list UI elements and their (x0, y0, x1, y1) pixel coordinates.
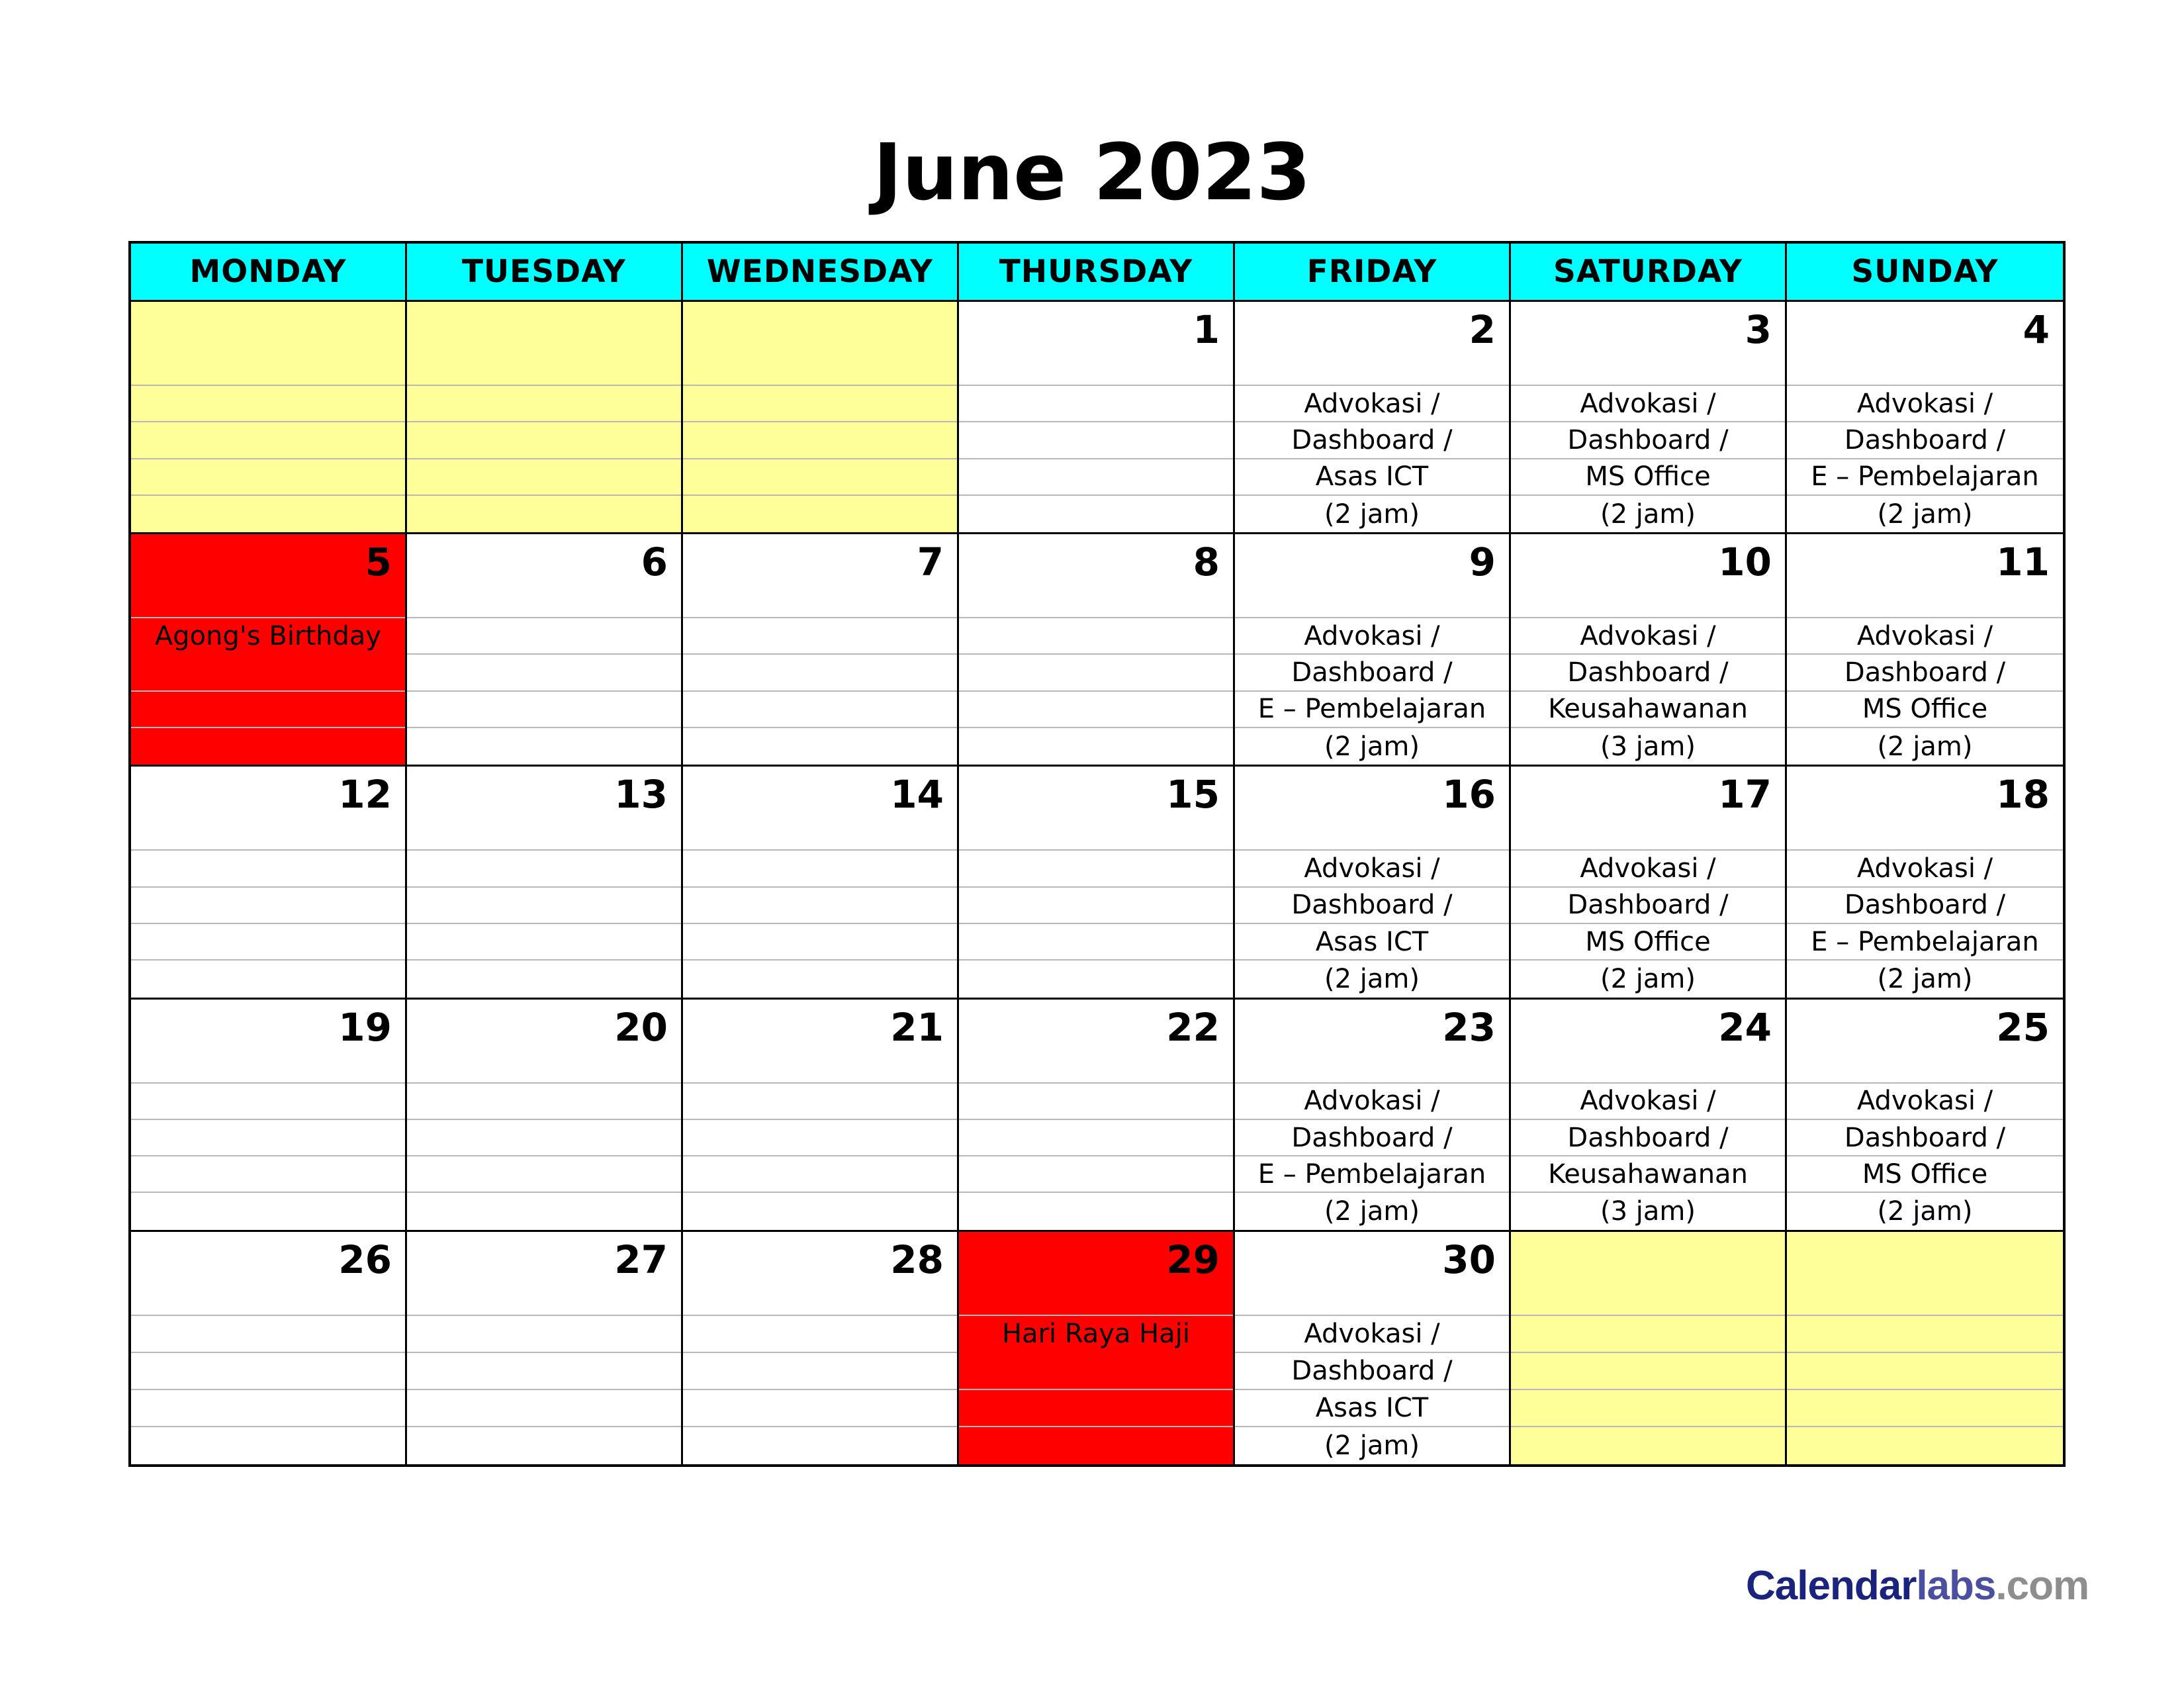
day-number: 14 (890, 772, 944, 818)
event-line: MS Office (1787, 1156, 2063, 1193)
event-line: Advokasi / (1511, 1084, 1785, 1120)
logo-part-com: .com (1995, 1563, 2089, 1609)
event-line: Advokasi / (1235, 1316, 1509, 1353)
event-line: Keusahawanan (1511, 692, 1785, 728)
event-line (959, 924, 1233, 961)
event-line: (3 jam) (1600, 731, 1696, 762)
day-cell-8 (959, 534, 1235, 767)
event-line: Dashboard / (1235, 655, 1509, 691)
event-line (131, 1084, 405, 1120)
event-line: MS Office (1787, 692, 2063, 728)
day-number: 24 (1718, 1004, 1772, 1050)
event-line (959, 1390, 1233, 1427)
event-line (683, 618, 957, 655)
day-number: 17 (1718, 772, 1772, 818)
day-cell-19 (131, 1000, 407, 1232)
event-line (683, 1427, 957, 1464)
event-line: E – Pembelajaran (1787, 459, 2063, 496)
calendarlabs-logo (1746, 1562, 2089, 1609)
day-cell-12 (131, 767, 407, 999)
event-line: Dashboard / (1787, 888, 2063, 924)
event-line: E – Pembelajaran (1787, 924, 2063, 961)
event-line: Dashboard / (1235, 422, 1509, 459)
day-number: 29 (1166, 1237, 1220, 1282)
event-line (131, 924, 405, 961)
event-line: Advokasi / (1511, 851, 1785, 887)
event-line (131, 1316, 405, 1353)
event-line (131, 692, 405, 728)
event-line (683, 961, 957, 997)
event-line: Advokasi / (1787, 386, 2063, 422)
event-line (959, 655, 1233, 691)
day-number: 21 (890, 1004, 944, 1050)
event-line: Advokasi / (1511, 386, 1785, 422)
event-line (959, 386, 1233, 422)
event-line (131, 1156, 405, 1193)
event-line (959, 1193, 1233, 1229)
day-cell-9 (1235, 534, 1511, 767)
event-line: (2 jam) (1877, 731, 1973, 762)
event-line (131, 728, 405, 765)
day-number: 19 (338, 1004, 392, 1050)
event-line (959, 692, 1233, 728)
event-line (683, 1390, 957, 1427)
event-line: Asas ICT (1235, 459, 1509, 496)
empty-day-cell (407, 302, 683, 534)
day-cell-1 (959, 302, 1235, 534)
day-cell-30 (1235, 1232, 1511, 1464)
event-line (683, 692, 957, 728)
day-cell-26 (131, 1232, 407, 1464)
day-number: 30 (1442, 1237, 1496, 1282)
day-cell-2 (1235, 302, 1511, 534)
event-line (959, 851, 1233, 887)
day-cell-21 (683, 1000, 959, 1232)
event-line (683, 888, 957, 924)
event-line: Asas ICT (1235, 1390, 1509, 1427)
event-line (407, 851, 681, 887)
event-line (683, 655, 957, 691)
event-line (131, 1120, 405, 1156)
holiday-label: Hari Raya Haji (959, 1316, 1233, 1353)
event-line (131, 888, 405, 924)
event-line: Dashboard / (1787, 422, 2063, 459)
day-cell-17 (1511, 767, 1787, 999)
event-line: Advokasi / (1235, 1084, 1509, 1120)
day-cell-25 (1787, 1000, 2063, 1232)
day-number: 7 (917, 539, 944, 585)
event-line (683, 1084, 957, 1120)
day-cell-29 (959, 1232, 1235, 1464)
event-line: (2 jam) (1877, 963, 1973, 994)
day-number: 28 (890, 1237, 944, 1282)
day-number: 15 (1166, 772, 1220, 818)
day-cell-27 (407, 1232, 683, 1464)
event-line: E – Pembelajaran (1235, 692, 1509, 728)
event-line (959, 1353, 1233, 1390)
day-cell-7 (683, 534, 959, 767)
day-number: 23 (1442, 1004, 1496, 1050)
event-line: Keusahawanan (1511, 1156, 1785, 1193)
event-line (407, 1120, 681, 1156)
event-line: E – Pembelajaran (1235, 1156, 1509, 1193)
day-number: 20 (614, 1004, 668, 1050)
event-line: Advokasi / (1787, 851, 2063, 887)
day-number: 18 (1996, 772, 2050, 818)
holiday-label: Agong's Birthday (131, 618, 405, 655)
event-line (683, 851, 957, 887)
day-cell-16 (1235, 767, 1511, 999)
event-line: Asas ICT (1235, 924, 1509, 961)
day-header-friday: FRIDAY (1235, 244, 1511, 302)
day-cell-5 (131, 534, 407, 767)
event-line (407, 1427, 681, 1464)
day-cell-20 (407, 1000, 683, 1232)
day-cell-22 (959, 1000, 1235, 1232)
day-number: 25 (1996, 1004, 2050, 1050)
day-number: 1 (1193, 307, 1220, 352)
logo-part-labs: labs (1916, 1563, 1996, 1609)
event-line: Dashboard / (1511, 422, 1785, 459)
empty-day-cell (131, 302, 407, 534)
calendar-grid (128, 241, 2066, 1467)
event-line (407, 1156, 681, 1193)
day-cell-28 (683, 1232, 959, 1464)
event-line: (2 jam) (1600, 498, 1696, 530)
event-line (407, 618, 681, 655)
event-line (407, 1390, 681, 1427)
event-line (959, 459, 1233, 496)
event-line (131, 655, 405, 691)
event-line (959, 422, 1233, 459)
event-line: (2 jam) (1324, 1196, 1420, 1227)
empty-day-cell (1511, 1232, 1787, 1464)
event-line: Dashboard / (1511, 1120, 1785, 1156)
event-line (407, 961, 681, 997)
day-number: 4 (2023, 307, 2050, 352)
event-line (683, 924, 957, 961)
event-line (959, 496, 1233, 532)
event-line: Dashboard / (1511, 655, 1785, 691)
event-line (959, 961, 1233, 997)
day-cell-3 (1511, 302, 1787, 534)
day-cell-13 (407, 767, 683, 999)
event-line (959, 888, 1233, 924)
event-line (131, 1193, 405, 1229)
event-line: Dashboard / (1511, 888, 1785, 924)
event-line (407, 924, 681, 961)
day-cell-6 (407, 534, 683, 767)
day-number: 9 (1469, 539, 1496, 585)
logo-part-calendar: Calendar (1746, 1563, 1917, 1609)
day-number: 8 (1193, 539, 1220, 585)
event-line (407, 1193, 681, 1229)
event-line: MS Office (1511, 924, 1785, 961)
day-number: 27 (614, 1237, 668, 1282)
event-line (131, 1427, 405, 1464)
day-header-wednesday: WEDNESDAY (683, 244, 959, 302)
event-line: (2 jam) (1877, 1196, 1973, 1227)
day-cell-18 (1787, 767, 2063, 999)
day-cell-24 (1511, 1000, 1787, 1232)
day-number: 13 (614, 772, 668, 818)
event-line: Advokasi / (1787, 1084, 2063, 1120)
event-line (131, 851, 405, 887)
event-line: Advokasi / (1235, 386, 1509, 422)
event-line: Advokasi / (1235, 851, 1509, 887)
event-line (131, 961, 405, 997)
event-line (683, 1156, 957, 1193)
day-header-sunday: SUNDAY (1787, 244, 2063, 302)
day-number: 16 (1442, 772, 1496, 818)
event-line (959, 1120, 1233, 1156)
event-line: Advokasi / (1235, 618, 1509, 655)
event-line (407, 728, 681, 765)
event-line (683, 1193, 957, 1229)
day-number: 5 (365, 539, 392, 585)
event-line (959, 1427, 1233, 1464)
event-line (407, 1084, 681, 1120)
event-line (959, 728, 1233, 765)
event-line (407, 1353, 681, 1390)
event-line: (2 jam) (1324, 498, 1420, 530)
empty-day-cell (683, 302, 959, 534)
event-line: MS Office (1511, 459, 1785, 496)
event-line (131, 1390, 405, 1427)
event-line (959, 618, 1233, 655)
empty-day-cell (1787, 1232, 2063, 1464)
event-line: Dashboard / (1235, 1120, 1509, 1156)
event-line (683, 1120, 957, 1156)
event-line: (2 jam) (1324, 1430, 1420, 1461)
event-line: (2 jam) (1600, 963, 1696, 994)
day-number: 3 (1745, 307, 1772, 352)
event-line: Advokasi / (1787, 618, 2063, 655)
event-line (407, 692, 681, 728)
day-cell-15 (959, 767, 1235, 999)
event-line (683, 728, 957, 765)
page-title: June 2023 (873, 126, 1311, 218)
event-line: (2 jam) (1877, 498, 1973, 530)
day-header-monday: MONDAY (131, 244, 407, 302)
event-line: Dashboard / (1235, 1353, 1509, 1390)
day-number: 10 (1718, 539, 1772, 585)
event-line (683, 1353, 957, 1390)
event-line: (2 jam) (1324, 963, 1420, 994)
day-header-thursday: THURSDAY (959, 244, 1235, 302)
day-number: 12 (338, 772, 392, 818)
event-line (407, 888, 681, 924)
day-header-saturday: SATURDAY (1511, 244, 1787, 302)
event-line (131, 1353, 405, 1390)
event-line (407, 1316, 681, 1353)
event-line: Advokasi / (1511, 618, 1785, 655)
day-cell-23 (1235, 1000, 1511, 1232)
event-line: Dashboard / (1235, 888, 1509, 924)
event-line: Dashboard / (1787, 655, 2063, 691)
day-cell-14 (683, 767, 959, 999)
day-cell-4 (1787, 302, 2063, 534)
event-line (959, 1156, 1233, 1193)
day-cell-10 (1511, 534, 1787, 767)
day-cell-11 (1787, 534, 2063, 767)
event-line (683, 1316, 957, 1353)
day-number: 26 (338, 1237, 392, 1282)
day-header-tuesday: TUESDAY (407, 244, 683, 302)
event-line: Dashboard / (1787, 1120, 2063, 1156)
day-number: 11 (1996, 539, 2050, 585)
event-line: (2 jam) (1324, 731, 1420, 762)
event-line: (3 jam) (1600, 1196, 1696, 1227)
event-line (959, 1084, 1233, 1120)
event-line (407, 655, 681, 691)
day-number: 2 (1469, 307, 1496, 352)
day-number: 22 (1166, 1004, 1220, 1050)
day-number: 6 (641, 539, 668, 585)
